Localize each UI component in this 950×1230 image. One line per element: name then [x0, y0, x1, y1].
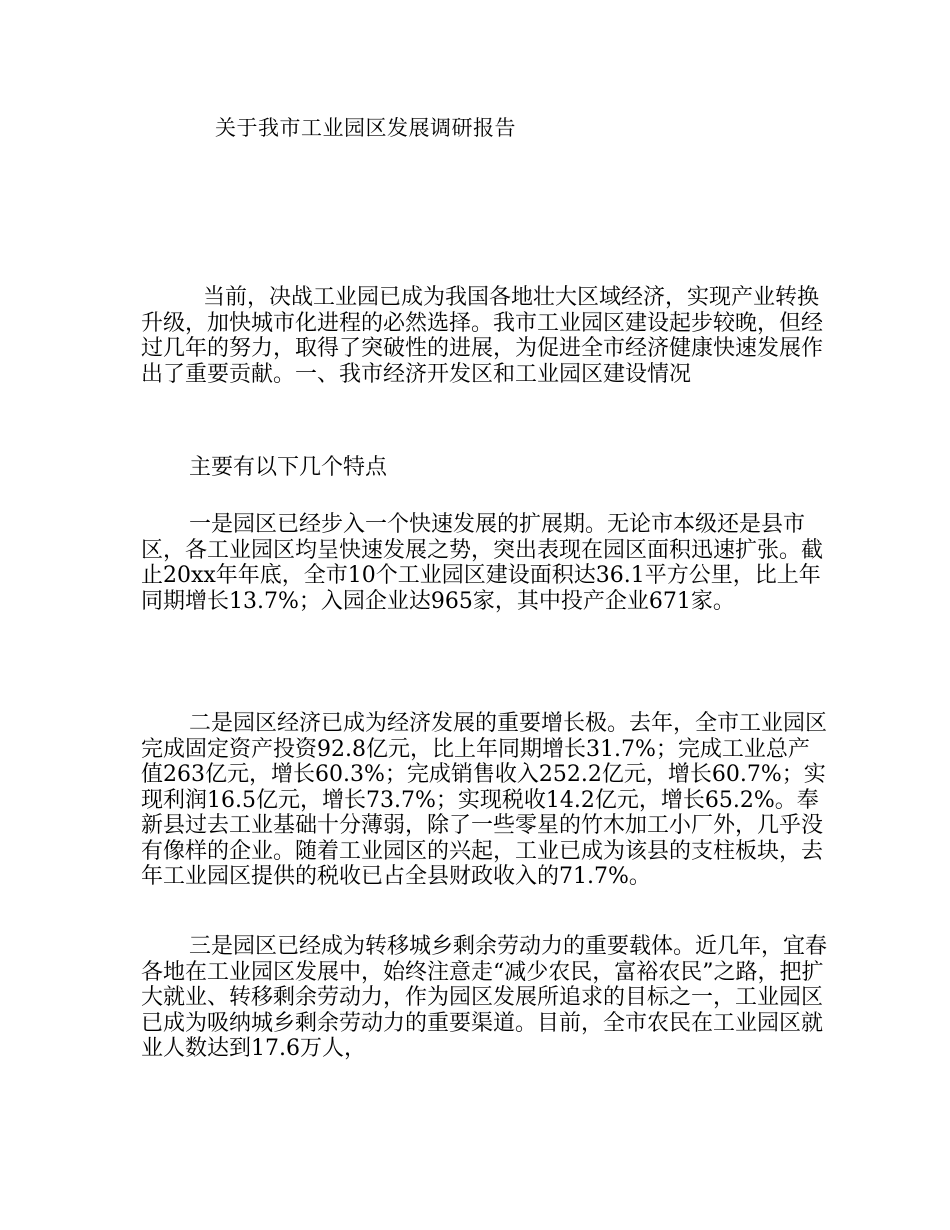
- paragraph-features-heading: [141, 455, 831, 481]
- document-title: 关于我市工业园区发展调研报告: [215, 116, 516, 140]
- paragraph-intro: [141, 285, 831, 387]
- paragraph-point-three-text: 三是园区已经成为转移城乡剩余劳动力的重要载体。近几年，宜春各地在工业园区发展中，始终注意走“减少农民，富裕农民”之路，把扩大就业、转移剩余劳动力，作为园区发展所追求的目标之一，工业园区已成为吸纳城乡剩余劳动力的重要渠道。目前，全市农民在工业园区就业人数达到17.6万人，: [141, 934, 828, 1061]
- paragraph-point-one: [141, 512, 831, 614]
- paragraph-point-three: [141, 934, 831, 1062]
- paragraph-point-two: [141, 711, 831, 890]
- paragraph-point-two-text: 二是园区经济已成为经济发展的重要增长极。去年，全市工业园区完成固定资产投资92.8亿元，比上年同期增长31.7%；完成工业总产值263亿元，增长60.3%；完成销售收入252.2亿元，增长60.7%；实现利润16.5亿元，增长73.7%；实现税收14.2亿元，增长65.2%。奉新县过去工业基础十分薄弱，除了一些零星的竹木加工小厂外，几乎没有像样的企业。随着工业园区的兴起，工业已成为该县的支柱板块，去年工业园区提供的税收已占全县财政收入的71.7%。: [141, 711, 828, 889]
- paragraph-features-heading-text: 主要有以下几个特点: [189, 455, 388, 480]
- paragraph-point-one-text: 一是园区已经步入一个快速发展的扩展期。无论市本级还是县市区，各工业园区均呈快速发展之势，突出表现在园区面积迅速扩张。截止20xx年年底，全市10个工业园区建设面积达36.1平方公里，比上年同期增长13.7%；入园企业达965家，其中投产企业671家。: [141, 512, 824, 614]
- paragraph-intro-text: 当前，决战工业园已成为我国各地壮大区域经济，实现产业转换升级，加快城市化进程的必然选择。我市工业园区建设起步较晚，但经过几年的努力，取得了突破性的进展，为促进全市经济健康快速发展作出了重要贡献。一、我市经济开发区和工业园区建设情况: [141, 285, 824, 387]
